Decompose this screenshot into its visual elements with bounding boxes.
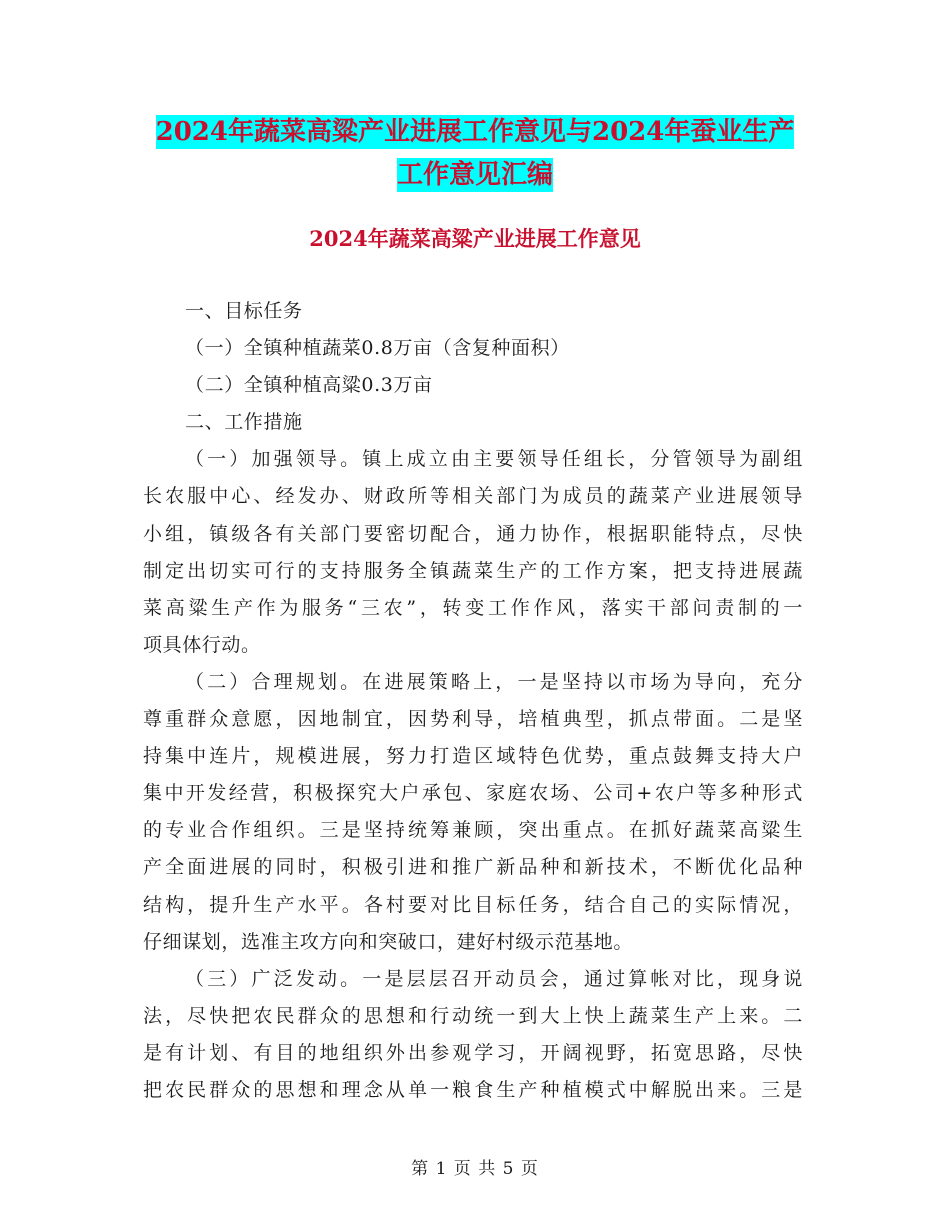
paragraph-line: 菜高粱生产作为服务“三农”，转变工作作风，落实干部问责制的一: [143, 596, 803, 619]
paragraph-line: 结构，提升生产水平。各村要对比目标任务，结合自己的实际情况，: [143, 893, 803, 916]
paragraph-line: 集中开发经营，积极探究大户承包、家庭农场、公司+农户等多种形式: [143, 782, 803, 805]
paragraph-line: 小组，镇级各有关部门要密切配合，通力协作，根据职能特点，尽快: [143, 522, 803, 545]
paragraph-line: 制定出切实可行的支持服务全镇蔬菜生产的工作方案，把支持进展蔬: [143, 559, 803, 582]
paragraph-line: 把农民群众的思想和理念从单一粮食生产种植模式中解脱出来。三是: [143, 1078, 803, 1101]
paragraph-line: 项具体行动。: [143, 633, 261, 656]
document-title-line-2: 工作意见汇编: [396, 160, 553, 190]
document-body: [143, 293, 803, 1109]
paragraph-line: （一）加强领导。镇上成立由主要领导任组长，分管领导为副组: [185, 448, 803, 471]
paragraph-line: 持集中连片，规模进展，努力打造区域特色优势，重点鼓舞支持大户: [143, 745, 803, 768]
paragraph-line: 仔细谋划，选准主攻方向和突破口，建好村级示范基地。: [143, 930, 634, 953]
paragraph-line: 尊重群众意愿，因地制宜，因势利导，培植典型，抓点带面。二是坚: [143, 708, 803, 731]
section-title: 2024年蔬菜高粱产业进展工作意见: [309, 226, 641, 251]
target-item-1: （一）全镇种植蔬菜0.8万亩（含复种面积）: [185, 337, 570, 360]
heading-targets: 一、目标任务: [185, 300, 303, 322]
target-item-2: （二）全镇种植高粱0.3万亩: [185, 374, 433, 397]
document-title-line-1: 2024年蔬菜高粱产业进展工作意见与2024年蚕业生产: [155, 117, 795, 147]
paragraph-line: 长农服中心、经发办、财政所等相关部门为成员的蔬菜产业进展领导: [143, 485, 803, 508]
page-number-footer: 第 1 页 共 5 页: [411, 1159, 539, 1179]
paragraph-line: （二）合理规划。在进展策略上，一是坚持以市场为导向，充分: [185, 670, 803, 693]
paragraph-line: 的专业合作组织。三是坚持统筹兼顾，突出重点。在抓好蔬菜高粱生: [143, 819, 803, 842]
paragraph-line: 法，尽快把农民群众的思想和行动统一到大上快上蔬菜生产上来。二: [143, 1004, 803, 1027]
paragraph-line: 是有计划、有目的地组织外出参观学习，开阔视野，拓宽思路，尽快: [143, 1041, 803, 1064]
paragraph-line: （三）广泛发动。一是层层召开动员会，通过算帐对比，现身说: [185, 967, 803, 990]
paragraph-line: 产全面进展的同时，积极引进和推广新品种和新技术，不断优化品种: [143, 856, 803, 879]
heading-measures: 二、工作措施: [185, 411, 303, 434]
